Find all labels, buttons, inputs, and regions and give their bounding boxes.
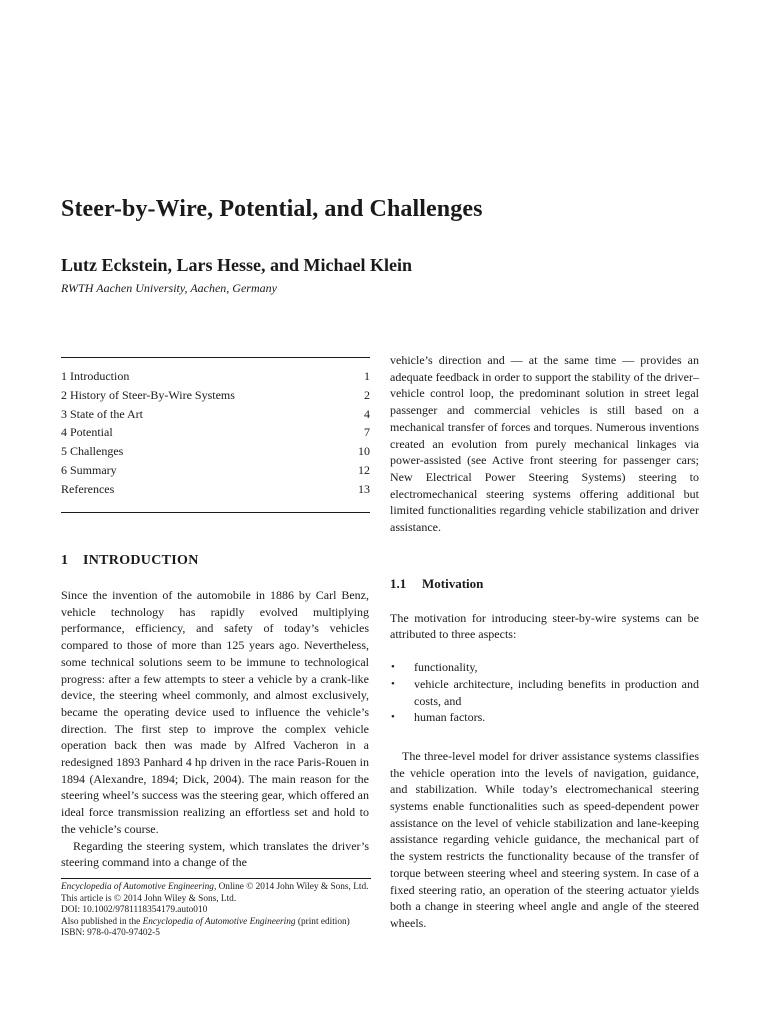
list-item-text: functionality,: [414, 660, 478, 675]
toc-entry[interactable]: [61, 367, 370, 386]
left-column: [61, 553, 369, 871]
footer-print-edition: [61, 917, 371, 929]
toc-entry-page: 12: [358, 462, 370, 477]
list-item: [390, 709, 699, 726]
list-item-text: vehicle architecture, including benefits in production and costs, and: [414, 676, 699, 708]
footer-journal-title: Encyclopedia of Automotive Engineering: [61, 882, 214, 892]
toc-entry[interactable]: [61, 480, 370, 499]
section-number: 1: [61, 553, 69, 568]
footer-text: Also published in the: [61, 916, 143, 927]
right-column: [390, 352, 699, 932]
spacer: [390, 536, 699, 574]
toc-entry[interactable]: [61, 386, 370, 405]
toc-entry-label: 5 Challenges: [61, 444, 124, 459]
continued-paragraph: vehicle’s direction and — at the same time — provides an adequate feedback in order to support the stability of the driver–vehicle control loop, the predominant solution in street legal passenger and commercial vehicles is still based on a mechanical transfer of forces and torques. Numerous inventions created an evolution from purely mechanical linkages via power-assisted (see Active front steering for passenger cars; New Electrical Power Steering Systems) steering to electromechanical steering systems offering additional but limited functionalities regarding vehicle stabilization and driver assistance.: [390, 353, 699, 535]
toc-entry-page: 10: [358, 444, 370, 459]
toc-entry[interactable]: [61, 442, 370, 461]
motivation-bullet-list: [390, 659, 699, 726]
toc-entry[interactable]: [61, 405, 370, 424]
bullet-icon: •: [391, 711, 395, 724]
toc-entry-page: 13: [358, 481, 370, 496]
motivation-paragraph: The motivation for introducing steer-by-wire systems can be attributed to three aspects:: [390, 610, 699, 642]
toc-entry-label: 6 Summary: [61, 462, 117, 477]
article-title: Steer-by-Wire, Potential, and Challenges: [61, 196, 483, 222]
subsection-title: Motivation: [422, 575, 484, 591]
footer-text: (print edition): [295, 916, 350, 927]
toc-entry-page: 1: [364, 369, 370, 383]
toc-entry-label: 1 Introduction: [61, 369, 130, 383]
author-affiliation: RWTH Aachen University, Aachen, Germany: [61, 281, 277, 295]
intro-paragraph: Regarding the steering system, which translates the driver’s steering command into a change of the: [61, 838, 369, 870]
footer-citation: [61, 882, 371, 894]
footer-isbn: ISBN: 978-0-470-97402-5: [61, 928, 160, 939]
toc-entry-page: 2: [364, 387, 370, 402]
list-item: [390, 659, 699, 676]
list-item: [390, 676, 699, 709]
subsection-heading-motivation: [390, 574, 699, 610]
toc-entry-page: 7: [364, 425, 370, 440]
footer-copyright: , Online © 2014 John Wiley & Sons, Ltd.: [213, 882, 369, 892]
intro-paragraph: Since the invention of the automobile in 1886 by Carl Benz, vehicle technology has rapidly evolved multiplying performance, efficiency, and safety of today’s vehicles compared to those of more than 125 years ago. Nevertheless, some technical solutions seem to be immune to technological progress: after a few attempts to steer a vehicle by a crank-like device, the steering wheel commonly, and almost exclusively, became the operating device used to influence the vehicle’s direction. The first step to improve the complex vehicle operation back then was made by Alfred Vacheron in a redesigned 1893 Panhard 4 hp driven in the race Paris-Rouen in 1894 (Alexandre, 1894; Dick, 2004). The main reason for the steering wheel’s success was the steering gear, which offered an ideal force transmission realizing an effortless set and hold to the vehicle’s course.: [61, 588, 369, 836]
footer-doi[interactable]: DOI: 10.1002/9781118354179.auto010: [61, 905, 208, 916]
bullet-icon: •: [391, 677, 395, 690]
author-list: Lutz Eckstein, Lars Hesse, and Michael Klein: [61, 255, 412, 275]
toc-entry-label: References: [61, 481, 115, 496]
footer-copyright-notice: This article is © 2014 John Wiley & Sons, Ltd.: [61, 893, 237, 904]
toc-entry-label: 3 State of the Art: [61, 406, 143, 421]
footer-journal-title: Encyclopedia of Automotive Engineering: [142, 916, 296, 927]
toc-entry-label: 4 Potential: [61, 425, 113, 440]
section-heading-introduction: [61, 553, 369, 587]
three-level-model-paragraph: The three-level model for driver assistance systems classifies the vehicle operation into the levels of navigation, guidance, and stabilization. While today’s electromechanical steering systems enable functionalities such as speed-dependent power assistance on the level of vehicle stabilization and lane-keeping assistance regarding vehicle guidance, the mechanical part of the system restricts the functionality because of the transfer of torque between steering wheel and steering system. In case of a fixed steering ratio, an operation of the steering actuator yields both a change in steering wheel angle and angle of the steered wheels.: [390, 748, 699, 930]
section-title: INTRODUCTION: [83, 553, 199, 568]
spacer: [390, 643, 699, 659]
subsection-number: 1.1: [390, 575, 407, 591]
table-of-contents: [61, 357, 370, 513]
list-item-text: human factors.: [414, 710, 486, 725]
toc-entry-page: 4: [364, 406, 370, 421]
article-footer: [61, 878, 371, 940]
toc-entry[interactable]: [61, 461, 370, 480]
toc-entry[interactable]: [61, 423, 370, 442]
bullet-icon: •: [391, 661, 395, 674]
spacer: [390, 726, 699, 748]
toc-entry-label: 2 History of Steer-By-Wire Systems: [61, 387, 235, 402]
